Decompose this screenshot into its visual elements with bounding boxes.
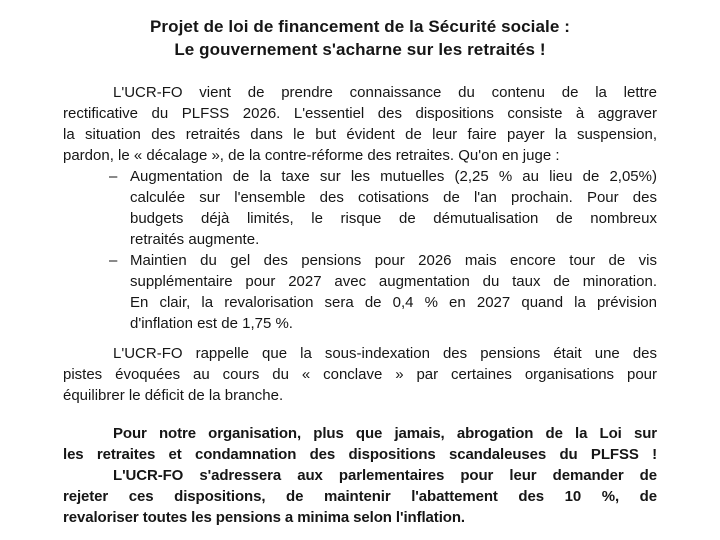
- document-title-line-2: Le gouvernement s'acharne sur les retraités !: [174, 40, 546, 59]
- bullet-dash-marker: –: [109, 168, 118, 185]
- text-line: L'UCR-FO vient de prendre connaissance du contenu de la lettre: [113, 84, 657, 101]
- text-line: calculée sur l'ensemble des cotisations de l'an prochain. Pour des: [130, 189, 657, 206]
- bullet-dash-marker: –: [109, 252, 118, 269]
- paragraph: [63, 465, 657, 528]
- text-line: d'inflation est de 1,75 %.: [130, 315, 293, 332]
- document-body: [63, 82, 657, 528]
- text-line: équilibrer le déficit de la branche.: [63, 387, 284, 404]
- text-line: Augmentation de la taxe sur les mutuelles (2,25 % au lieu de 2,05%): [130, 168, 657, 185]
- bullet-item: [63, 250, 657, 334]
- text-line: budgets déjà limités, le risque de démutualisation de nombreux: [130, 210, 657, 227]
- text-line: pardon, le « décalage », de la contre-réforme des retraites. Qu'on en juge :: [63, 147, 560, 164]
- text-line: rejeter ces dispositions, de maintenir l'abattement des 10 %, de: [63, 488, 657, 505]
- document-title-line-1: Projet de loi de financement de la Sécurité sociale :: [149, 17, 571, 36]
- text-line: pistes évoquées au cours du « conclave » par certaines organisations pour: [63, 366, 657, 383]
- text-line: Pour notre organisation, plus que jamais, abrogation de la Loi sur: [113, 425, 657, 442]
- document-title: [40, 15, 680, 61]
- bullet-item: [63, 166, 657, 250]
- paragraph: [63, 343, 657, 406]
- text-line: la situation des retraités dans le but évident de leur faire payer la suspension,: [63, 126, 657, 143]
- text-line: supplémentaire pour 2027 avec augmentation du taux de minoration.: [130, 273, 657, 290]
- paragraph: [63, 82, 657, 166]
- text-line: L'UCR-FO rappelle que la sous-indexation des pensions était une des: [113, 345, 657, 362]
- text-line: revaloriser toutes les pensions a minima selon l'inflation.: [63, 509, 465, 526]
- text-line: rectificative du PLFSS 2026. L'essentiel des dispositions consiste à aggraver: [63, 105, 657, 122]
- text-line: les retraites et condamnation des dispositions scandaleuses du PLFSS !: [63, 446, 657, 463]
- text-line: Maintien du gel des pensions pour 2026 mais encore tour de vis: [130, 252, 657, 269]
- paragraph: [63, 423, 657, 465]
- text-line: L'UCR-FO s'adressera aux parlementaires pour leur demander de: [113, 467, 657, 484]
- text-line: En clair, la revalorisation sera de 0,4 % en 2027 quand la prévision: [130, 294, 657, 311]
- text-line: retraités augmente.: [130, 231, 260, 248]
